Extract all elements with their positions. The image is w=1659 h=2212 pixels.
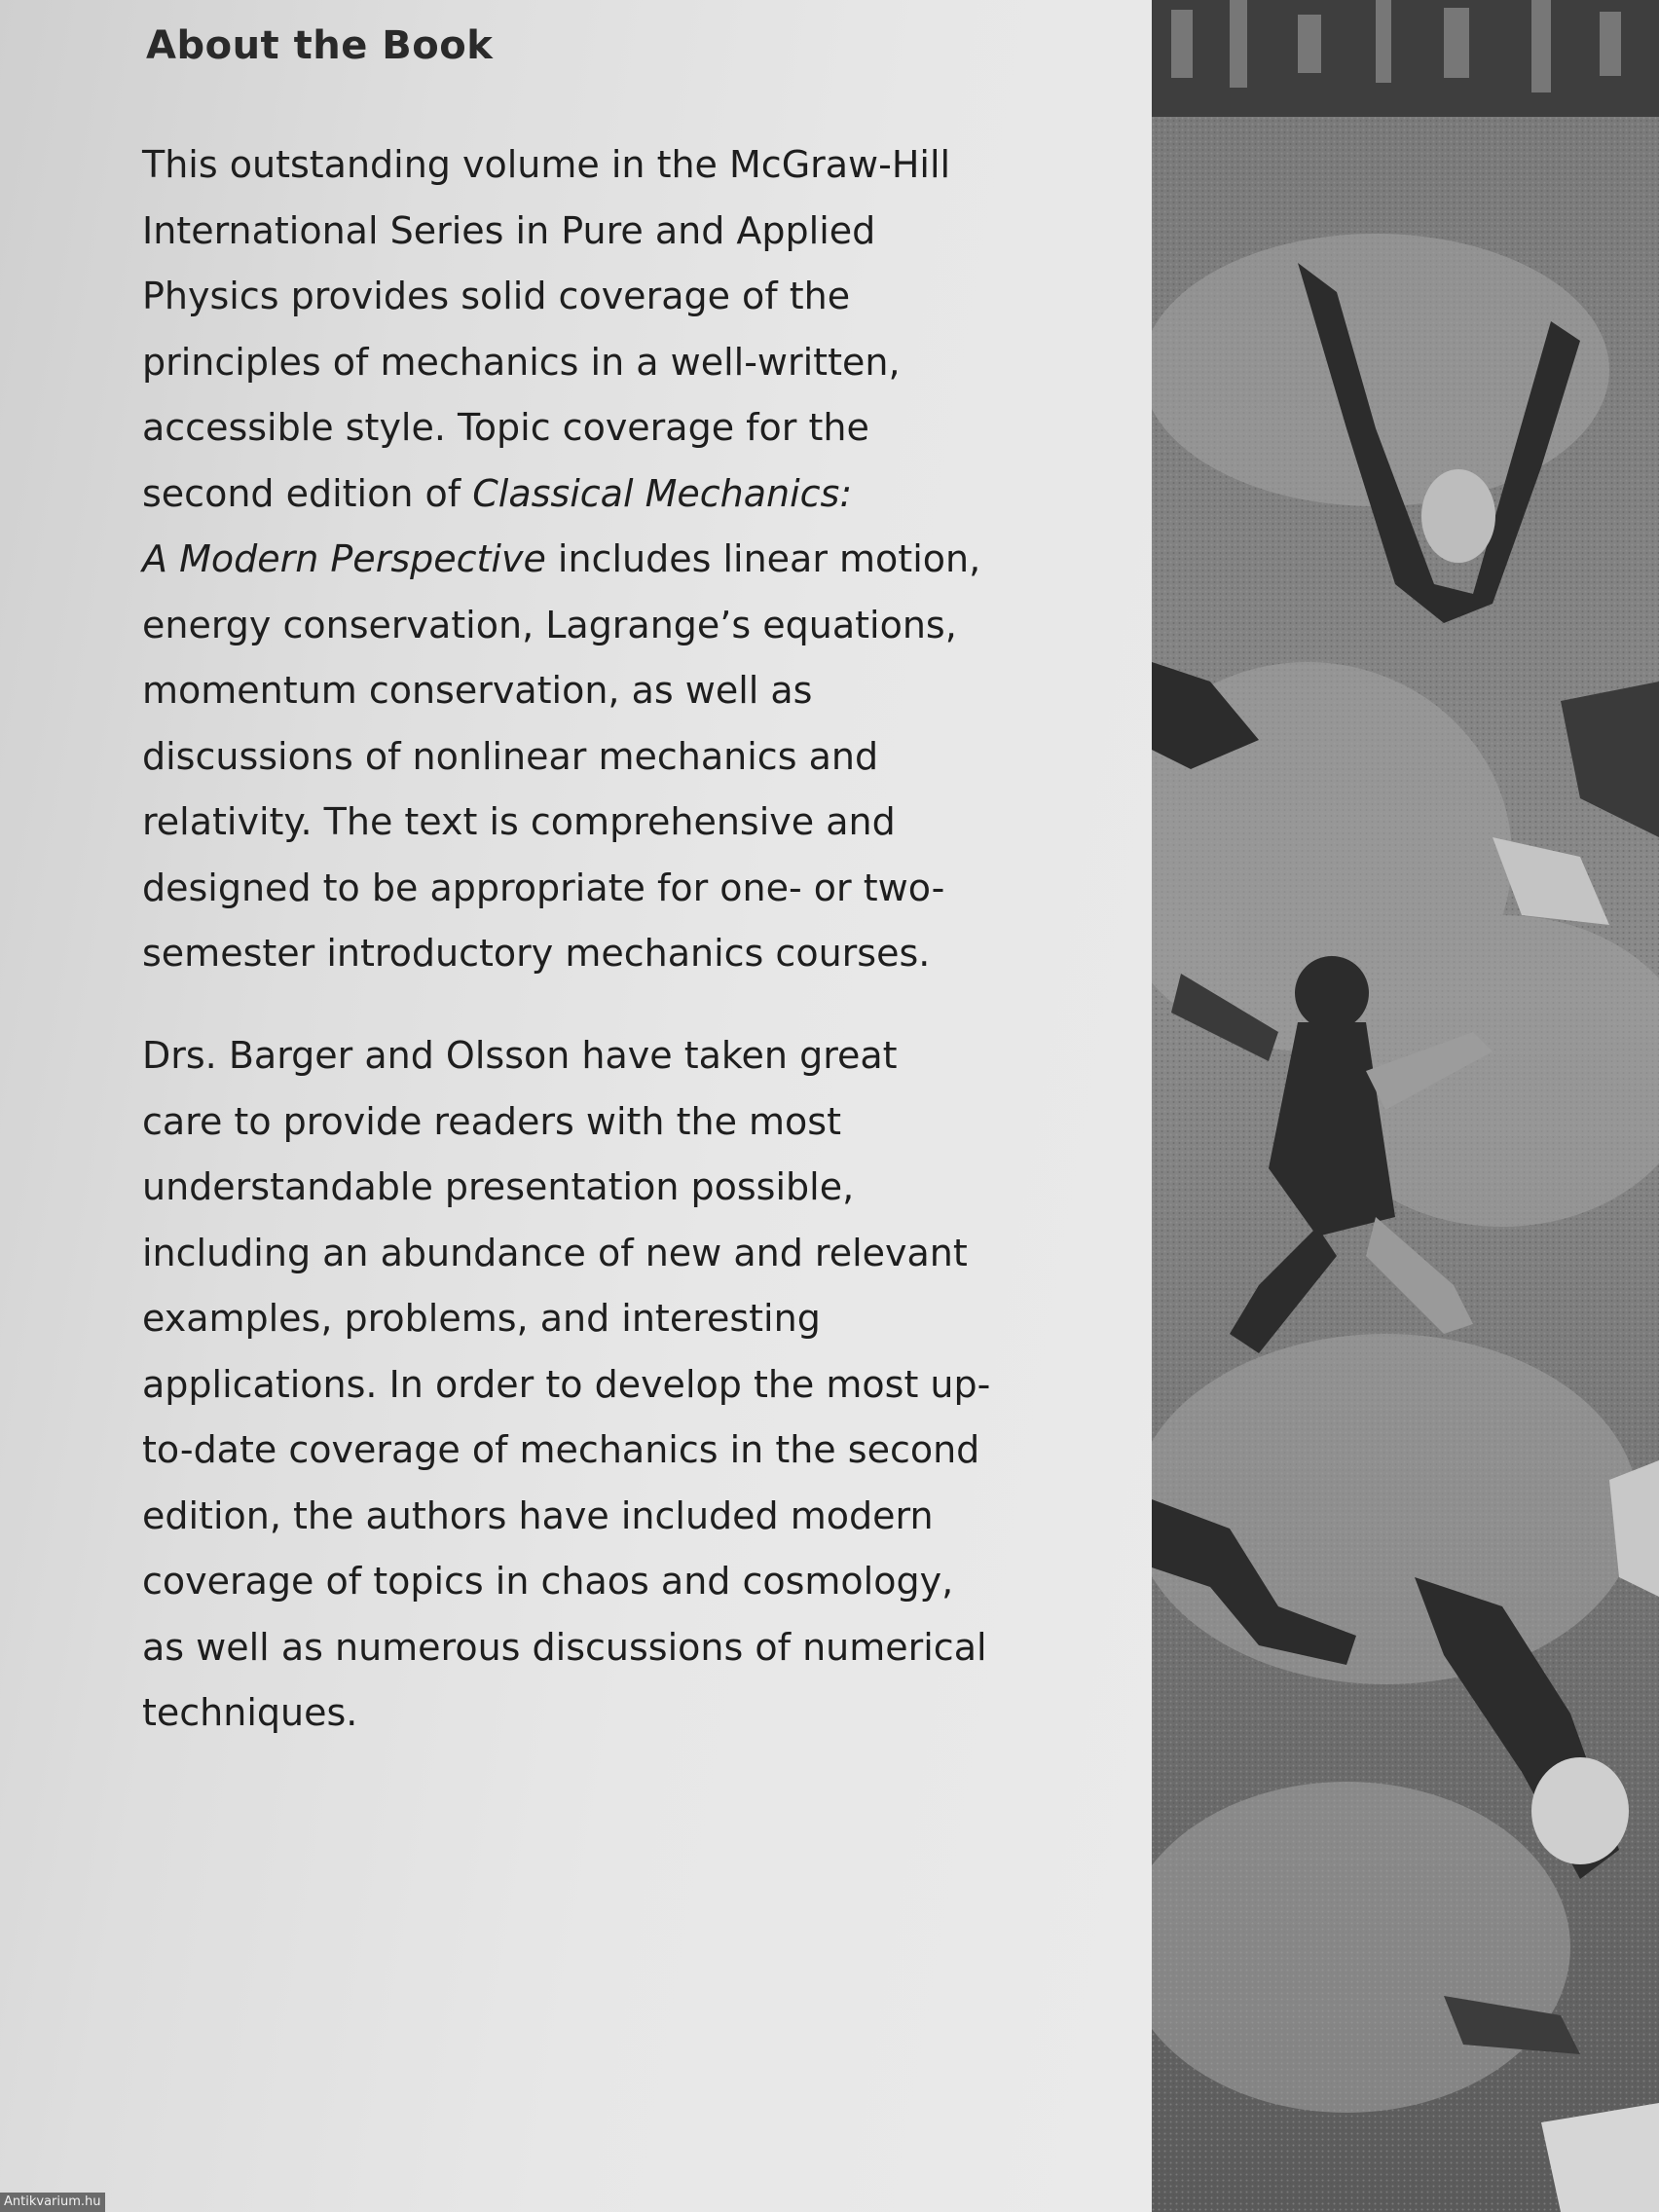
- text-line: edition, the authors have included modern: [142, 1493, 934, 1537]
- text-line: [142, 527, 980, 593]
- text-line: coverage of topics in chaos and cosmology,: [142, 1560, 954, 1603]
- description-paragraph-1: [142, 132, 980, 987]
- text-line: applications. In order to develop the most up-: [142, 1362, 991, 1406]
- text-line: techniques.: [142, 1691, 358, 1734]
- text-line: examples, problems, and interesting: [142, 1297, 821, 1340]
- text-fragment: includes linear motion,: [545, 537, 981, 580]
- watermark: Antikvarium.hu: [0, 2193, 105, 2212]
- book-title-italic: A Modern Perspective: [142, 537, 546, 580]
- about-heading: About the Book: [146, 23, 494, 68]
- text-line: accessible style. Topic coverage for the: [142, 406, 869, 449]
- description-paragraph-2: [142, 1023, 990, 1747]
- text-line: relativity. The text is comprehensive and: [142, 800, 896, 843]
- text-line: care to provide readers with the most: [142, 1099, 841, 1143]
- text-fragment: second edition of: [142, 471, 473, 515]
- text-line: momentum conservation, as well as: [142, 669, 813, 712]
- text-line: International Series in Pure and Applied: [142, 208, 876, 252]
- text-line: discussions of nonlinear mechanics and: [142, 734, 879, 778]
- text-line: semester introductory mechanics courses.: [142, 932, 931, 975]
- text-line: This outstanding volume in the McGraw-Hill: [142, 143, 951, 186]
- text-line: understandable presentation possible,: [142, 1165, 855, 1208]
- text-line: Physics provides solid coverage of the: [142, 275, 851, 317]
- cover-photo-skydivers: [1152, 0, 1659, 2212]
- book-title-italic: Classical Mechanics:: [472, 471, 853, 515]
- text-line: to-date coverage of mechanics in the second: [142, 1428, 980, 1471]
- text-line: as well as numerous discussions of numerical: [142, 1625, 987, 1669]
- text-line: Drs. Barger and Olsson have taken great: [142, 1034, 898, 1077]
- text-line: [142, 461, 980, 528]
- text-line: including an abundance of new and relevant: [142, 1231, 968, 1274]
- text-line: energy conservation, Lagrange’s equations,: [142, 603, 957, 646]
- text-line: principles of mechanics in a well-written,: [142, 340, 901, 384]
- text-line: designed to be appropriate for one- or two-: [142, 866, 945, 909]
